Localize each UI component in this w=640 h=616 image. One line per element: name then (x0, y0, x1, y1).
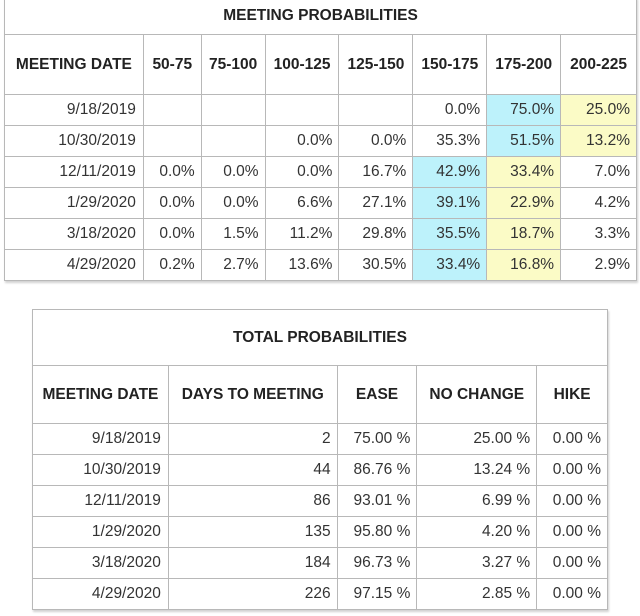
table-row (5, 95, 637, 126)
prob-cell: 7.0% (561, 157, 637, 188)
prob-cell-highest: 75.0% (487, 95, 561, 126)
prob-cell: 2.7% (201, 250, 265, 281)
table-row (33, 424, 608, 455)
meeting-date-cell: 10/30/2019 (5, 126, 144, 157)
no-change-cell: 25.00 % (417, 424, 537, 455)
prob-cell: 13.6% (265, 250, 339, 281)
col-days-to-meeting: DAYS TO MEETING (168, 366, 337, 424)
meeting-date-cell: 9/18/2019 (33, 424, 169, 455)
table-row (5, 250, 637, 281)
table-row (33, 455, 608, 486)
meeting-probabilities-table (4, 0, 637, 281)
table-row (5, 219, 637, 250)
table-row (33, 579, 608, 610)
prob-cell: 0.2% (143, 250, 201, 281)
ease-cell: 86.76 % (337, 455, 417, 486)
ease-cell: 93.01 % (337, 486, 417, 517)
prob-cell-second: 18.7% (487, 219, 561, 250)
meeting-date-cell: 3/18/2020 (5, 219, 144, 250)
col-150-175: 150-175 (413, 35, 487, 95)
meeting-probabilities-title: MEETING PROBABILITIES (5, 0, 637, 35)
prob-cell-highest: 35.5% (413, 219, 487, 250)
meeting-date-cell: 10/30/2019 (33, 455, 169, 486)
prob-cell-highest: 42.9% (413, 157, 487, 188)
ease-cell: 97.15 % (337, 579, 417, 610)
col-ease: EASE (337, 366, 417, 424)
prob-cell (339, 95, 413, 126)
total-probabilities-table (32, 309, 608, 610)
prob-cell-second: 33.4% (487, 157, 561, 188)
prob-cell-second: 25.0% (561, 95, 637, 126)
prob-cell: 6.6% (265, 188, 339, 219)
prob-cell-highest: 39.1% (413, 188, 487, 219)
meeting-date-cell: 4/29/2020 (33, 579, 169, 610)
prob-cell (201, 95, 265, 126)
prob-cell: 35.3% (413, 126, 487, 157)
hike-cell: 0.00 % (537, 517, 608, 548)
col-125-150: 125-150 (339, 35, 413, 95)
prob-cell: 0.0% (413, 95, 487, 126)
table-row (33, 517, 608, 548)
days-to-meeting-cell: 135 (168, 517, 337, 548)
prob-cell: 0.0% (265, 126, 339, 157)
prob-cell: 2.9% (561, 250, 637, 281)
hike-cell: 0.00 % (537, 548, 608, 579)
hike-cell: 0.00 % (537, 579, 608, 610)
prob-cell: 0.0% (143, 188, 201, 219)
col-hike: HIKE (537, 366, 608, 424)
table-row (5, 157, 637, 188)
prob-cell: 0.0% (143, 219, 201, 250)
prob-cell (143, 95, 201, 126)
no-change-cell: 3.27 % (417, 548, 537, 579)
prob-cell: 3.3% (561, 219, 637, 250)
no-change-cell: 4.20 % (417, 517, 537, 548)
prob-cell: 29.8% (339, 219, 413, 250)
days-to-meeting-cell: 2 (168, 424, 337, 455)
col-meeting-date: MEETING DATE (5, 35, 144, 95)
table-row (5, 126, 637, 157)
prob-cell-highest: 33.4% (413, 250, 487, 281)
meeting-date-cell: 12/11/2019 (5, 157, 144, 188)
meeting-date-cell: 3/18/2020 (33, 548, 169, 579)
col-50-75: 50-75 (143, 35, 201, 95)
meeting-date-cell: 1/29/2020 (5, 188, 144, 219)
prob-cell-second: 22.9% (487, 188, 561, 219)
prob-cell-second: 13.2% (561, 126, 637, 157)
prob-cell: 16.7% (339, 157, 413, 188)
table-row (33, 548, 608, 579)
prob-cell: 0.0% (339, 126, 413, 157)
no-change-cell: 6.99 % (417, 486, 537, 517)
prob-cell (143, 126, 201, 157)
meeting-date-cell: 12/11/2019 (33, 486, 169, 517)
prob-cell: 0.0% (143, 157, 201, 188)
no-change-cell: 13.24 % (417, 455, 537, 486)
hike-cell: 0.00 % (537, 424, 608, 455)
no-change-cell: 2.85 % (417, 579, 537, 610)
col-100-125: 100-125 (265, 35, 339, 95)
days-to-meeting-cell: 226 (168, 579, 337, 610)
prob-cell: 1.5% (201, 219, 265, 250)
table-row (33, 486, 608, 517)
prob-cell-second: 16.8% (487, 250, 561, 281)
meeting-date-cell: 4/29/2020 (5, 250, 144, 281)
prob-cell (265, 95, 339, 126)
prob-cell: 30.5% (339, 250, 413, 281)
days-to-meeting-cell: 86 (168, 486, 337, 517)
ease-cell: 96.73 % (337, 548, 417, 579)
col-meeting-date: MEETING DATE (33, 366, 169, 424)
ease-cell: 95.80 % (337, 517, 417, 548)
prob-cell: 4.2% (561, 188, 637, 219)
prob-cell (201, 126, 265, 157)
prob-cell-highest: 51.5% (487, 126, 561, 157)
prob-cell: 11.2% (265, 219, 339, 250)
col-200-225: 200-225 (561, 35, 637, 95)
table-row (5, 188, 637, 219)
days-to-meeting-cell: 44 (168, 455, 337, 486)
total-probabilities-title: TOTAL PROBABILITIES (33, 310, 608, 366)
prob-cell: 0.0% (265, 157, 339, 188)
meeting-date-cell: 9/18/2019 (5, 95, 144, 126)
hike-cell: 0.00 % (537, 486, 608, 517)
prob-cell: 27.1% (339, 188, 413, 219)
ease-cell: 75.00 % (337, 424, 417, 455)
col-no-change: NO CHANGE (417, 366, 537, 424)
prob-cell: 0.0% (201, 157, 265, 188)
col-75-100: 75-100 (201, 35, 265, 95)
prob-cell: 0.0% (201, 188, 265, 219)
days-to-meeting-cell: 184 (168, 548, 337, 579)
meeting-date-cell: 1/29/2020 (33, 517, 169, 548)
hike-cell: 0.00 % (537, 455, 608, 486)
col-175-200: 175-200 (487, 35, 561, 95)
